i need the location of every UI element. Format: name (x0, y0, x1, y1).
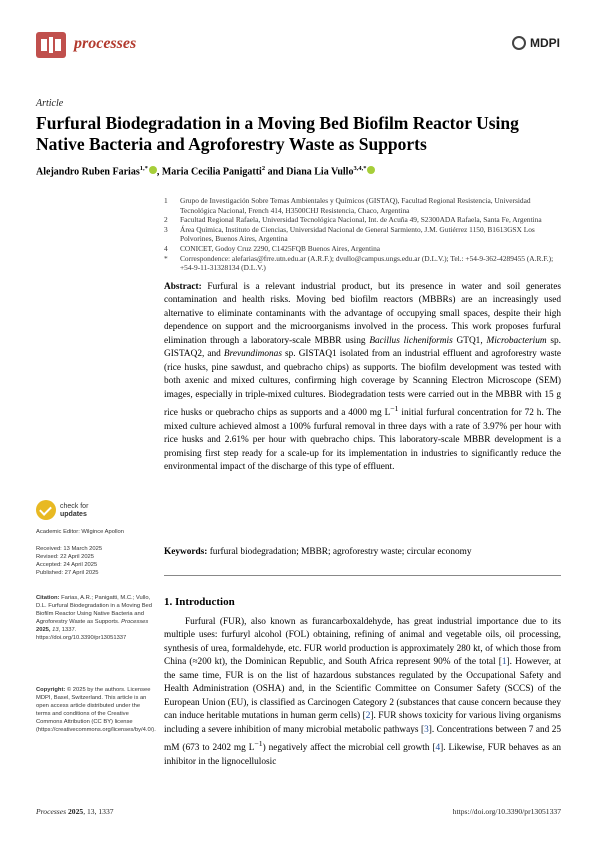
citation-text: Farias, A.R.; Panigatti, M.C.; Vullo, D.L. Furfural Biodegradation in a Moving Bed Biofilm Reactor Using Native Bacteria and Agroforestry Waste as Supports. (36, 595, 153, 626)
author-affil-sup: 2 (261, 165, 266, 172)
dates-block (36, 545, 154, 577)
introduction-body (164, 616, 561, 769)
check-line-1: check for (60, 503, 89, 510)
affiliation-text: Área Química, Instituto de Ciencias, Universidad Nacional de General Sarmiento, J.M. Gutiérrez 1150, B1613GSX Los Polvorines, Buenos Aires, Argentina (180, 224, 535, 244)
abstract-text: initial furfural concentration for 72 h. The mixed culture achieved almost a 100% furfural removal in three days with a rate of 3.97% per hour with rice husks and 2.61% per hour with quebracho chips. This laboratory-scale MBBR development is a promising first step ready for a scale-up for its implementation in industries to significantly reduce the environmental impact of the discharge of this type of effluent. (164, 408, 561, 472)
copyright-text: © 2025 by the authors. Licensee MDPI, Basel, Switzerland. This article is an open access article distributed under the terms and conditions of the Creative Commons Attribution (CC BY) license (https://creativecommons.org/licenses/by/4.0/). (36, 687, 156, 734)
abstract-text: sp. GISTAQ1 isolated from an industrial effluent and agroforestry waste (rice husks, pine sawdust, and quebracho chips) as supports. The biofilm development was tested with both axenic and mixed cultures, confirming high coverage by Scanning Electron Microscope (SEM) images, especially in triple-mixed cultures. Biodegradation tests were carried out in the MBBR with 15 g rice husks or quebracho chips as supports and a 4000 mg L (164, 349, 562, 419)
journal-name: processes (74, 35, 137, 52)
author-name[interactable]: Maria Cecilia Panigatti (161, 166, 262, 178)
author-affil-sup: 1,* (139, 165, 148, 172)
author-name[interactable]: Alejandro Ruben Farias (36, 166, 140, 178)
academic-editor: Academic Editor: Wilgince Apollon (36, 529, 124, 535)
footer-doi[interactable]: https://doi.org/10.3390/pr13051337 (452, 807, 561, 816)
abstract-text: sp. GISTAQ2, and (164, 335, 561, 360)
citation-journal: Processes (121, 619, 149, 626)
copyright-label: Copyright: (36, 687, 66, 693)
affiliation-item (164, 215, 564, 225)
species-name: Bacillus licheniformis (369, 335, 453, 346)
citation-label: Citation: (36, 595, 60, 601)
affiliation-number: 1 (164, 196, 168, 205)
affiliation-item (164, 244, 564, 254)
affiliation-number: * (164, 253, 168, 263)
footer-citation (36, 807, 114, 816)
author-name[interactable]: Diana Lia Vullo (286, 166, 354, 178)
abstract-text: Furfural is a relevant industrial product, but its presence in water and soil generates contamination and health risks. Moving bed biofilm reactors (MBBRs) are an increasingly used alternative to eliminate contaminants with the advantage of occupying small spaces, despite their high dependence on support and the microorganisms involved in the process. This work proposes furfural elimination through a laboratory-scale MBBR using (164, 282, 561, 346)
copyright-block (36, 686, 154, 735)
affiliation-text: Grupo de Investigación Sobre Temas Ambientales y Químicos (GISTAQ), Facultad Regional Resistencia, Universidad Tecnológica Nacional, French 414, H3500CHJ Resistencia, Chaco, Argentina (180, 196, 531, 215)
intro-paragraph (164, 616, 561, 769)
affiliations (164, 196, 564, 273)
check-for-updates-badge[interactable] (36, 500, 154, 524)
unit-superscript: −1 (254, 739, 263, 749)
species-name: Microbacterium (486, 335, 547, 346)
reference-link[interactable]: 3 (424, 724, 429, 735)
reference-link[interactable]: 2 (365, 711, 371, 722)
accepted-date: Accepted: 24 April 2025 (36, 562, 98, 569)
species-name: Brevundimonas (223, 349, 282, 360)
orcid-icon[interactable] (367, 166, 375, 174)
affiliation-number: 3 (164, 224, 168, 234)
author-separator: and (267, 166, 284, 178)
affiliation-number: 4 (164, 243, 168, 253)
revised-date: Revised: 22 April 2025 (36, 554, 95, 561)
abstract-label: Abstract: (164, 282, 202, 292)
unit-superscript: −1 (390, 404, 399, 414)
reference-link[interactable]: 1 (501, 657, 507, 668)
intro-text: ]. Concentrations between 7 and 25 mM (673 to 2402 mg L (164, 724, 562, 754)
keywords-text: furfural biodegradation; MBBR; agroforestry waste; circular economy (207, 547, 472, 557)
citation-year: 2025, (36, 627, 53, 634)
footer-volume: , 13, 1337 (83, 807, 114, 816)
intro-text: ]. FUR shows toxicity for various living organisms including a severe inhibition of many microbial metabolic pathways [ (164, 711, 561, 735)
abstract-text: GTQ1, (452, 335, 487, 346)
citation-volume: 13 (52, 627, 59, 634)
footer-year: 2025 (66, 807, 84, 816)
intro-text: ) negatively affect the microbial cell growth [ (262, 743, 436, 754)
intro-text: Furfural (FUR), also known as furancarboxaldehyde, has great industrial importance due to its multiple uses: furfuryl alcohol (FOL) obtaining, refining of animal and vegetable oils, oil processing, synthesis of urea, formaldehyde, etc. FUR world production is approximately 280 kt, of which those from China (≈200 kt), the Dominican Republic, and South Africa represent 90% of the total [ (164, 617, 561, 668)
section-heading: 1. Introduction (164, 596, 235, 608)
orcid-icon[interactable] (149, 166, 157, 174)
citation-block (36, 594, 154, 643)
affiliation-item (164, 196, 564, 215)
publisher-logo (512, 36, 560, 50)
check-for-updates-text (60, 503, 88, 519)
journal-logo-icon (36, 32, 66, 58)
section-divider (164, 575, 561, 576)
journal-header (36, 32, 560, 62)
author-list: Alejandro Ruben Farias$^{1,*}$ , Maria Cecilia Panigatti$^2$ and Diana Lia Vullo$^{3,4,*}$ (36, 165, 556, 177)
affiliation-item (164, 225, 564, 244)
abstract (164, 281, 561, 474)
check-line-2: updates (60, 511, 87, 518)
published-date: Published: 27 April 2025 (36, 570, 99, 577)
keywords (164, 546, 561, 559)
reference-link[interactable]: 4 (435, 743, 441, 754)
citation-doi[interactable]: , 1337. https://doi.org/10.3390/pr13051337 (36, 627, 127, 642)
publisher-name: MDPI (530, 36, 560, 50)
article-type: Article (36, 98, 64, 109)
paper-title: Furfural Biodegradation in a Moving Bed Biofilm Reactor Using Native Bacteria and Agroforestry Waste as Supports (36, 113, 519, 154)
affiliation-number: 2 (164, 215, 168, 225)
received-date: Received: 13 March 2025 (36, 546, 103, 552)
affiliation-text: Facultad Regional Rafaela, Universidad Tecnológica Nacional, Int. de Acuña 49, S2300ADA Rafaela, Santa Fe, Argentina (180, 215, 542, 225)
keywords-label: Keywords: (164, 547, 208, 557)
footer-journal: Processes (36, 807, 67, 816)
intro-text: ]. Likewise, FUR behaves as an inhibitor in the lignocellulosic (164, 743, 561, 767)
mdpi-icon (512, 36, 526, 50)
correspondence (164, 254, 564, 273)
correspondence-text: Correspondence: alefarias@frre.utn.edu.ar (A.R.F.); dvullo@campus.ungs.edu.ar (D.L.V.); Tel.: +54-9-362-4289455 (A.R.F.); +54-9-11-31328134 (D.L.V.) (180, 253, 554, 273)
checkmark-icon (36, 500, 56, 520)
author-affil-sup: 3,4,* (353, 165, 367, 172)
affiliation-text: CONICET, Godoy Cruz 2290, C1425FQB Buenos Aires, Argentina (180, 243, 381, 253)
intro-text: ]. However, at the same time, FUR is on the list of hazardous substances regulated by the Occupational Safety and Health Administration (OSHA) and, in the Scientific Committee on Consumer Safety (SCCS) of the European Union (EU), is classified as Carcinogen Category 2 (substances that cause concern because they can induce heritable mutations in human germ cells) [ (164, 657, 561, 722)
